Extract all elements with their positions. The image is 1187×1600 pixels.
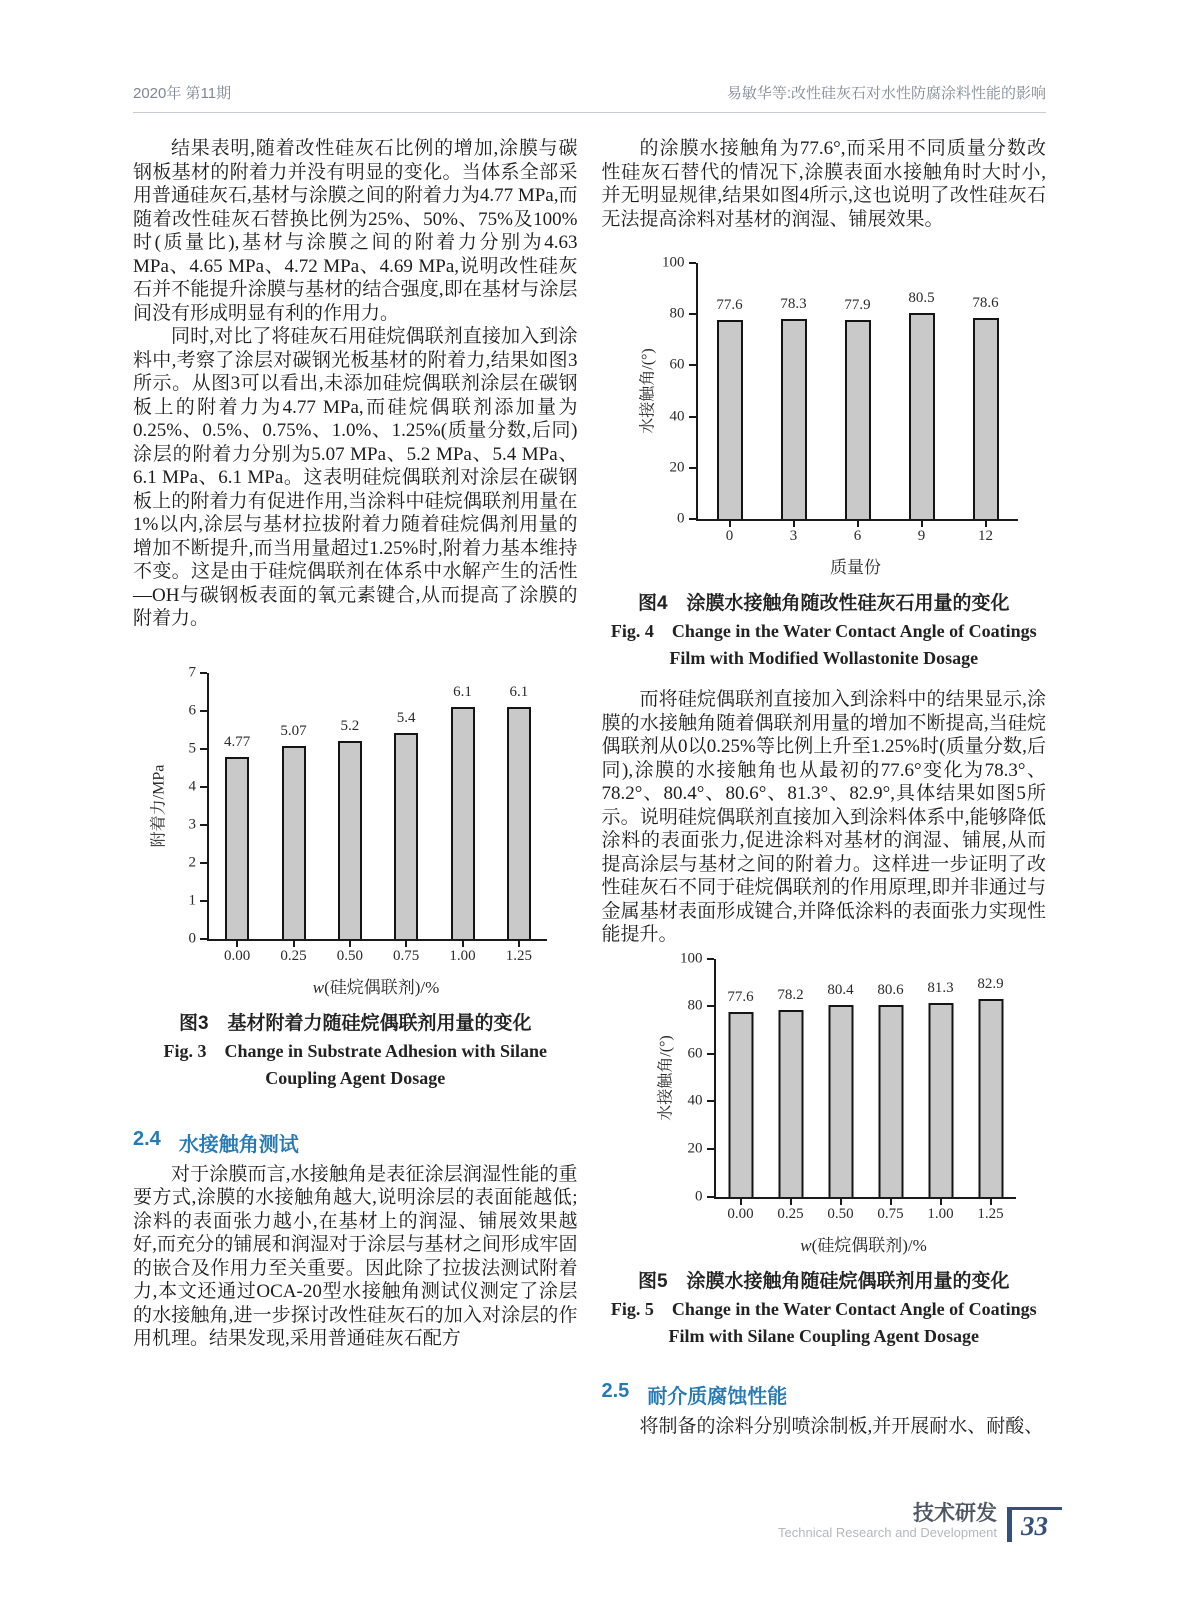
x-axis-tick — [940, 1199, 942, 1205]
bar-value-label: 78.6 — [972, 294, 999, 311]
y-tick-label: 2 — [188, 854, 196, 870]
paragraph: 将制备的涂料分别喷涂制板,并开展耐水、耐酸、 — [639, 1415, 1044, 1437]
data-bar — [451, 707, 475, 939]
y-tick-label: 40 — [669, 408, 685, 425]
page-footer — [778, 1502, 1062, 1542]
x-tick-label: 0.00 — [727, 1205, 754, 1222]
x-axis-tick — [857, 521, 859, 527]
x-tick-label: 3 — [789, 528, 798, 544]
x-tick-label: 1.00 — [927, 1205, 954, 1222]
y-tick-label: 5 — [188, 740, 196, 756]
page-number-block — [1007, 1507, 1062, 1542]
y-tick-label: 6 — [188, 702, 196, 718]
x-axis-tick — [840, 1199, 842, 1205]
y-axis-tick — [689, 262, 696, 264]
fig5-caption-zh: 图5 涂膜水接触角随硅烷偶联剂用量的变化 — [637, 1270, 1010, 1292]
data-bar — [225, 757, 249, 938]
figure-4 — [602, 254, 1047, 672]
data-bar — [507, 707, 531, 939]
footer-section — [778, 1502, 997, 1542]
page-number: 33 — [1021, 1510, 1048, 1541]
figure-3 — [133, 664, 578, 1092]
y-axis-tick — [689, 364, 696, 366]
y-tick-label: 80 — [669, 305, 685, 322]
y-tick-label: 0 — [188, 930, 196, 946]
paragraph: 结果表明,随着改性硅灰石比例的增加,涂膜与碳钢板基材的附着力并没有明显的变化。当体系全部采用普通硅灰石,基材与涂膜之间的附着力为4.77 MPa,而随着改性硅灰石替换比例为25%、50%、75%及100%时(质量比),基材与涂膜之间的附着力分别为4.63 MPa、4.65 MPa、4.72 MPa、4.69 MPa,说明改性硅灰石并不能提升涂膜与基材的结合强度,即在基材与涂层间没有形成明显有利的作用力。 — [133, 138, 578, 324]
data-bar — [978, 999, 1003, 1196]
bar-value-label: 82.9 — [977, 976, 1004, 993]
y-axis-tick — [689, 313, 696, 315]
y-axis-tick — [689, 467, 696, 469]
footer-section-zh: 技术研发 — [913, 1502, 997, 1526]
y-axis-tick — [200, 900, 207, 902]
chart-plot-area — [680, 950, 1016, 1222]
x-axis-tick — [990, 1199, 992, 1205]
data-bar — [928, 1003, 953, 1196]
x-axis-tick — [890, 1199, 892, 1205]
data-bar — [781, 319, 807, 519]
x-tick-label: 0.75 — [877, 1205, 904, 1222]
fig3-caption-zh: 图3 基材附着力随硅烷偶联剂用量的变化 — [178, 1012, 532, 1034]
y-axis-tick — [200, 672, 207, 674]
x-axis-tick — [985, 521, 987, 527]
two-column-body — [133, 137, 1046, 1438]
right-column — [602, 137, 1047, 1438]
x-tick-label: 1.25 — [505, 947, 532, 964]
page-header — [133, 82, 1046, 113]
x-axis-tick — [729, 521, 731, 527]
y-tick-label: 60 — [687, 1045, 703, 1062]
data-bar — [394, 733, 418, 938]
y-tick-label: 40 — [687, 1092, 703, 1109]
x-axis-tick — [293, 941, 295, 947]
chart-plot-area — [188, 664, 547, 964]
x-axis-title: 质量份 — [830, 558, 881, 577]
x-axis-tick — [740, 1199, 742, 1205]
data-bar — [778, 1010, 803, 1196]
x-tick-label: 0.25 — [777, 1205, 804, 1222]
x-tick-label: 9 — [917, 528, 926, 544]
x-tick-label: 0.50 — [336, 947, 363, 964]
fig4-caption-zh: 图4 涂膜水接触角随改性硅灰石用量的变化 — [637, 593, 1010, 614]
y-tick-label: 20 — [669, 459, 685, 476]
data-bar — [973, 318, 999, 519]
bar-value-label: 6.1 — [453, 683, 472, 700]
bar-value-label: 77.9 — [844, 296, 871, 313]
data-bar — [828, 1005, 853, 1196]
x-tick-label: 12 — [978, 528, 993, 544]
y-tick-label: 4 — [188, 778, 196, 794]
y-axis-tick — [200, 710, 207, 712]
y-axis-tick — [200, 824, 207, 826]
data-bar — [878, 1005, 903, 1197]
x-tick-label: 1.00 — [449, 947, 476, 964]
figure-5 — [602, 950, 1047, 1350]
y-axis-title: 水接触角/(°) — [639, 348, 656, 434]
fig5-caption-en: Fig. 5 Change in the Water Contact Angle of Coatings Film with Silane Coupling Agent Dosage — [610, 1298, 1037, 1346]
data-bar — [338, 741, 362, 939]
fig3-bar-chart — [133, 664, 578, 998]
x-axis-tick — [921, 521, 923, 527]
fig5-caption — [602, 1266, 1047, 1350]
paragraph: 对于涂膜而言,水接触角是表征涂层润湿性能的重要方式,涂膜的水接触角越大,说明涂层的表面能越低;涂料的表面张力越小,在基材上的润湿、铺展效果越好,而充分的铺展和润湿对于涂层与基材之间形成牢固的嵌合及作用力至关重要。因此除了拉拔法测试附着力,本文还通过OCA-20型水接触角测试仪测定了涂层的水接触角,进一步探讨改性硅灰石的加入对涂层的作用机理。结果发现,采用普通硅灰石配方 — [133, 1163, 578, 1349]
y-tick-label: 100 — [662, 254, 685, 271]
y-axis-tick — [707, 1100, 714, 1102]
x-tick-label: 0.00 — [224, 947, 251, 964]
y-tick-label: 60 — [669, 356, 685, 373]
y-tick-label: 1 — [188, 892, 196, 908]
bar-value-label: 5.07 — [280, 722, 307, 739]
y-axis-title: 附着力/MPa — [150, 764, 168, 847]
x-tick-label: 0.75 — [393, 947, 420, 964]
paragraph: 的涂膜水接触角为77.6°,而采用不同质量分数改性硅灰石替代的情况下,涂膜表面水接触角时大时小,并无明显规律,结果如图4所示,这也说明了改性硅灰石无法提高涂料对基材的润湿、铺展效果。 — [601, 138, 1046, 230]
y-tick-label: 20 — [687, 1140, 703, 1157]
x-axis-tick — [349, 941, 351, 947]
data-bar — [717, 320, 743, 519]
y-axis-tick — [707, 1053, 714, 1055]
section-title: 耐介质腐蚀性能 — [647, 1385, 788, 1408]
bar-value-label: 80.5 — [908, 289, 935, 306]
y-axis-tick — [689, 518, 696, 520]
running-title: 易敏华等:改性硅灰石对水性防腐涂料性能的影响 — [726, 85, 1046, 102]
bar-value-label: 78.3 — [780, 295, 807, 312]
x-axis-title: w(硅烷偶联剂)/% — [312, 977, 440, 997]
fig4-bar-chart — [602, 254, 1047, 578]
x-tick-label: 0 — [725, 528, 734, 544]
left-column — [133, 137, 578, 1438]
y-tick-label: 3 — [188, 816, 196, 832]
x-tick-label: 6 — [853, 528, 862, 544]
fig4-caption — [602, 588, 1047, 672]
y-tick-label: 7 — [188, 664, 196, 680]
bar-value-label: 77.6 — [716, 297, 743, 314]
y-axis-tick — [200, 862, 207, 864]
y-tick-label: 100 — [680, 950, 703, 966]
y-axis-tick — [707, 1148, 714, 1150]
fig5-bar-chart — [602, 950, 1047, 1256]
bar-value-label: 5.2 — [340, 717, 360, 734]
journal-issue: 2020年 第11期 — [133, 85, 232, 102]
y-axis-tick — [200, 938, 207, 940]
bar-value-label: 80.6 — [877, 981, 904, 998]
x-axis-tick — [236, 941, 238, 947]
section-number: 2.5 — [601, 1379, 630, 1402]
y-tick-label: 0 — [677, 510, 685, 527]
chart-plot-area — [662, 254, 1018, 544]
x-axis-tick — [405, 941, 407, 947]
y-axis-tick — [707, 1005, 714, 1007]
data-bar — [282, 746, 306, 939]
y-axis-tick — [707, 958, 714, 960]
bar-value-label: 77.6 — [727, 988, 754, 1005]
section-number: 2.4 — [133, 1127, 161, 1150]
x-tick-label: 0.50 — [827, 1205, 854, 1222]
x-axis-tick — [462, 941, 464, 947]
data-bar — [728, 1012, 753, 1197]
footer-section-en: Technical Research and Development — [778, 1525, 997, 1541]
bar-value-label: 4.77 — [224, 734, 251, 751]
section-heading-2-5 — [602, 1380, 1047, 1409]
y-axis-tick — [707, 1196, 714, 1198]
bar-value-label: 78.2 — [777, 987, 804, 1004]
y-tick-label: 0 — [695, 1188, 703, 1204]
paragraph: 同时,对比了将硅灰石用硅烷偶联剂直接加入到涂料中,考察了涂层对碳钢光板基材的附着力,结果如图3所示。从图3可以看出,未添加硅烷偶联剂涂层在碳钢板上的附着力为4.77 MPa,而硅烷偶联剂添加量为0.25%、0.5%、0.75%、1.0%、1.25%(质量分数,后同)涂层的附着力分别为5.07 MPa、5.2 MPa、5.4 MPa、6.1 MPa、6.1 MPa。这表明硅烷偶联剂对涂层在碳钢板上的附着力有促进作用,当涂料中硅烷偶联剂用量在1%以内,涂层与基材拉拔附着力随着硅烷偶剂用量的增加不断提升,而当用量超过1.25%时,附着力基本维持不变。这是由于硅烷偶联剂在体系中水解产生的活性—OH与碳钢板表面的氧元素键合,从而提高了涂膜的附着力。 — [133, 326, 578, 629]
bar-value-label: 80.4 — [827, 982, 854, 999]
bar-value-label: 81.3 — [927, 980, 954, 997]
y-tick-label: 80 — [687, 997, 703, 1014]
fig3-caption — [133, 1008, 578, 1092]
data-bar — [909, 313, 935, 519]
section-title: 水接触角测试 — [178, 1133, 299, 1156]
y-axis-tick — [689, 416, 696, 418]
fig3-caption-en: Fig. 3 Change in Substrate Adhesion with Silane Coupling Agent Dosage — [163, 1040, 548, 1088]
bar-value-label: 5.4 — [396, 710, 416, 727]
y-axis-title: 水接触角/(°) — [657, 1034, 674, 1121]
x-axis-title: w(硅烷偶联剂)/% — [800, 1235, 927, 1255]
section-heading-2-4 — [133, 1128, 578, 1157]
x-tick-label: 0.25 — [280, 947, 307, 964]
bar-value-label: 6.1 — [509, 683, 529, 700]
paragraph: 而将硅烷偶联剂直接加入到涂料中的结果显示,涂膜的水接触角随着偶联剂用量的增加不断提高,当硅烷偶联剂从0以0.25%等比例上升至1.25%时(质量分数,后同),涂膜的水接触角也从最初的77.6°变化为78.3°、78.2°、80.4°、80.6°、81.3°、82.9°,具体结果如图5所示。说明硅烷偶联剂直接加入到涂料体系中,能够降低涂料的表面张力,促进涂料对基材的润湿、铺展,从而提高涂层与基材之间的附着力。这样进一步证明了改性硅灰石不同于硅烷偶联剂的作用原理,即并非通过与金属基材表面形成键合,并降低涂料的表面张力实现性能提升。 — [601, 689, 1046, 945]
fig4-caption-en: Fig. 4 Change in the Water Contact Angle of Coatings Film with Modified Wollastonite Dosage — [610, 621, 1037, 668]
x-axis-tick — [790, 1199, 792, 1205]
data-bar — [845, 320, 871, 519]
x-axis-tick — [518, 941, 520, 947]
y-axis-tick — [200, 748, 207, 750]
x-axis-tick — [793, 521, 795, 527]
y-axis-tick — [200, 786, 207, 788]
x-tick-label: 1.25 — [977, 1205, 1004, 1222]
